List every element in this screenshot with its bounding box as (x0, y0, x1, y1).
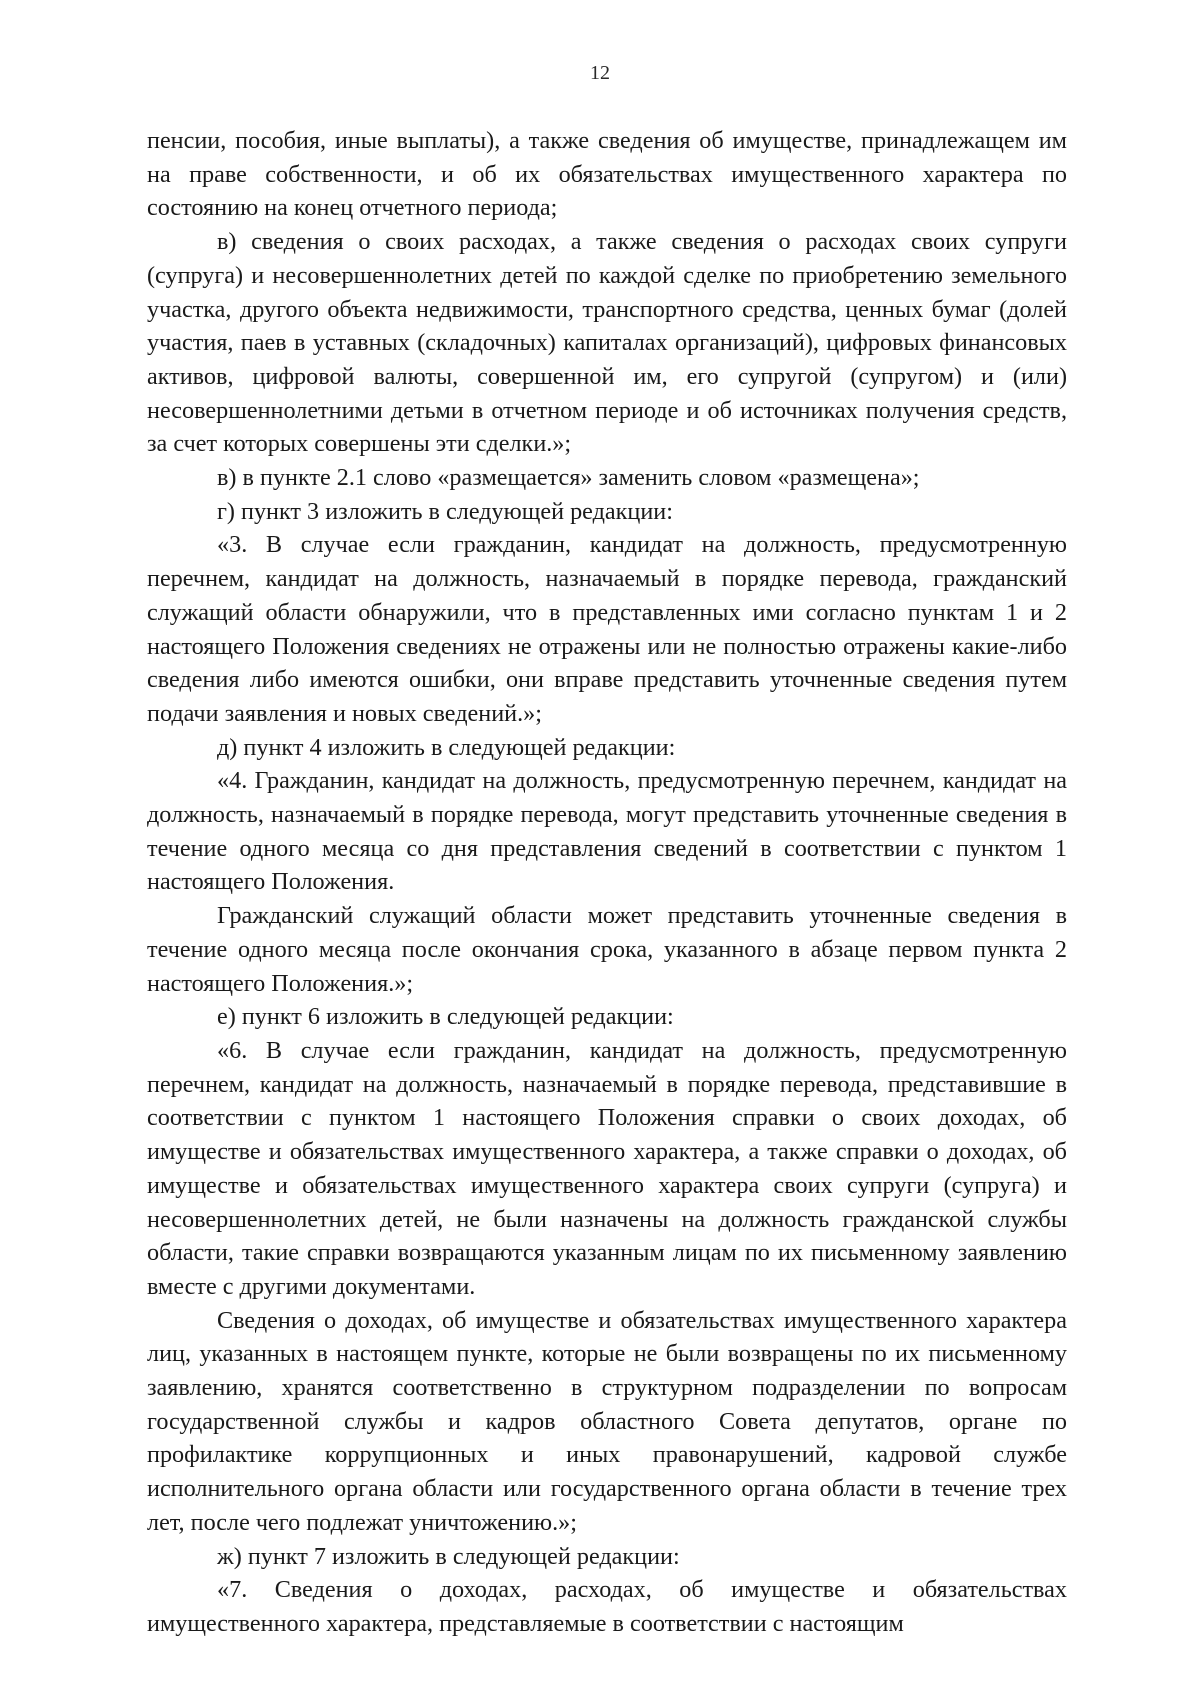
paragraph: в) сведения о своих расходах, а также сведения о расходах своих супруги (супруга) и несовершеннолетних детей по каждой сделке по приобретению земельного участка, другого объекта недвижимости, транспортного средства, ценных бумаг (долей участия, паев в уставных (складочных) капиталах организаций), цифровых финансовых активов, цифровой валюты, совершенной им, его супругой (супругом) и (или) несовершеннолетними детьми в отчетном периоде и об источниках получения средств, за счет которых совершены эти сделки.»; (147, 228, 1067, 458)
paragraph: Сведения о доходах, об имуществе и обязательствах имущественного характера лиц, указанных в настоящем пункте, которые не были возвращены по их письменному заявлению, хранятся соответственно в структурном подразделении по вопросам государственной службы и кадров областного Совета депутатов, органе по профилактике коррупционных и иных правонарушений, кадровой службе исполнительного органа области или государственного органа области в течение трех лет, после чего подлежат уничтожению.»; (147, 1306, 1067, 1536)
paragraph: е) пункт 6 изложить в следующей редакции: (217, 1003, 674, 1031)
document-body (147, 124, 1067, 1641)
paragraph: г) пункт 3 изложить в следующей редакции: (217, 497, 673, 525)
paragraph: «7. Сведения о доходах, расходах, об имуществе и обязательствах имущественного характера, представляемые в соответствии с настоящим (147, 1576, 1067, 1637)
paragraph: в) в пункте 2.1 слово «размещается» заменить словом «размещена»; (217, 464, 920, 492)
paragraph: «3. В случае если гражданин, кандидат на должность, предусмотренную перечнем, кандидат на должность, назначаемый в порядке перевода, гражданский служащий области обнаружили, что в представленных ими согласно пунктам 1 и 2 настоящего Положения сведениях не отражены или не полностью отражены какие-либо сведения либо имеются ошибки, они вправе представить уточненные сведения путем подачи заявления и новых сведений.»; (147, 531, 1067, 727)
paragraph: ж) пункт 7 изложить в следующей редакции: (217, 1542, 680, 1570)
page-number: 12 (590, 62, 610, 84)
paragraph: пенсии, пособия, иные выплаты), а также сведения об имуществе, принадлежащем им на праве собственности, и об их обязательствах имущественного характера по состоянию на конец отчетного периода; (147, 127, 1067, 222)
paragraph: д) пункт 4 изложить в следующей редакции: (217, 733, 676, 761)
paragraph: «6. В случае если гражданин, кандидат на должность, предусмотренную перечнем, кандидат на должность, назначаемый в порядке перевода, представившие в соответствии с пунктом 1 настоящего Положения справки о своих доходах, об имуществе и обязательствах имущественного характера, а также справки о доходах, об имуществе и обязательствах имущественного характера своих супруги (супруга) и несовершеннолетних детей, не были назначены на должность гражданской службы области, такие справки возвращаются указанным лицам по их письменному заявлению вместе с другими документами. (147, 1036, 1067, 1300)
paragraph: Гражданский служащий области может представить уточненные сведения в течение одного месяца после окончания срока, указанного в абзаце первом пункта 2 настоящего Положения.»; (147, 902, 1067, 997)
paragraph: «4. Гражданин, кандидат на должность, предусмотренную перечнем, кандидат на должность, назначаемый в порядке перевода, могут представить уточненные сведения в течение одного месяца со дня представления сведений в соответствии с пунктом 1 настоящего Положения. (147, 767, 1067, 896)
